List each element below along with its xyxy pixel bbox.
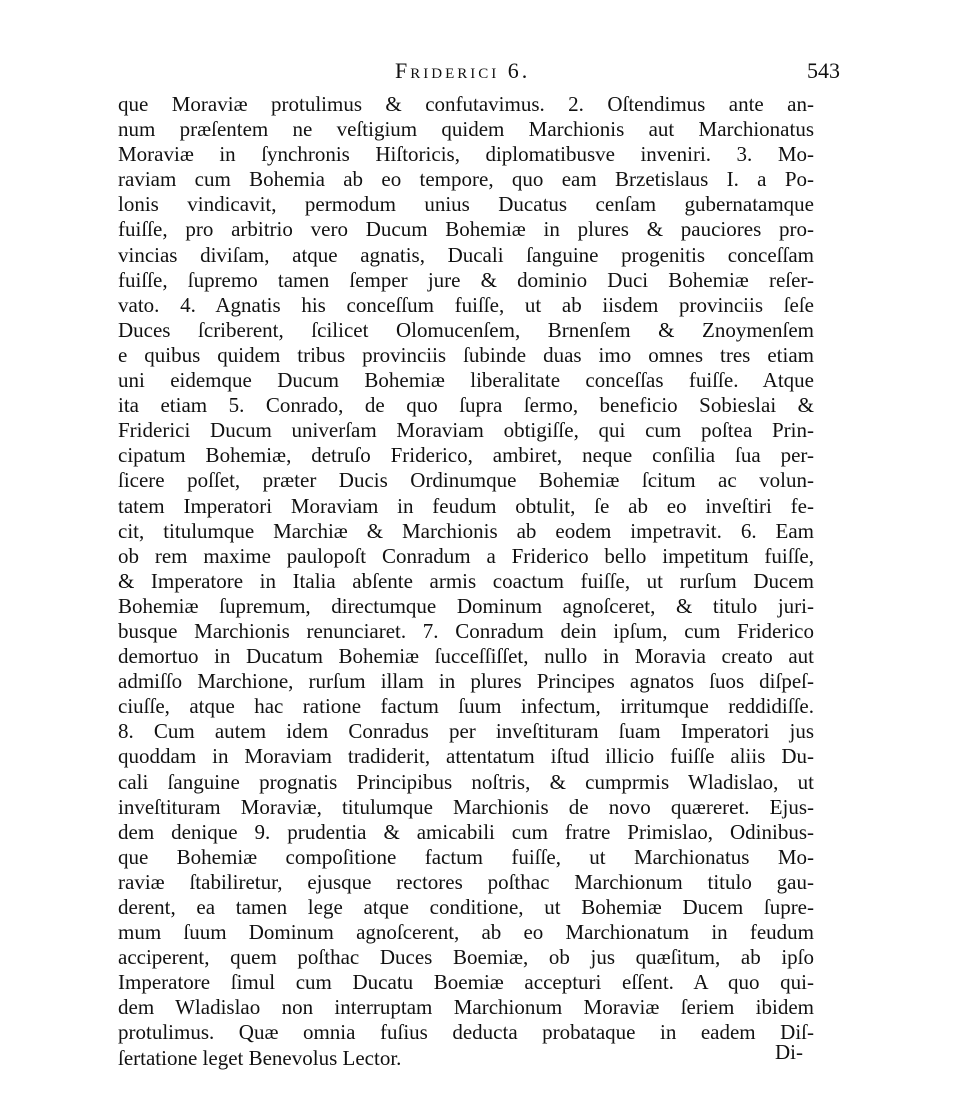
text-line: raviam cum Bohemia ab eo tempore, quo eam Brzetislaus I. a Po- [118,167,814,192]
text-line: protulimus. Quæ omnia fuſius deducta probataque in eadem Diſ- [118,1020,814,1045]
text-line: tatem Imperatori Moraviam in feudum obtulit, ſe ab eo inveſtiri fe- [118,493,814,518]
catchword: Di- [775,1040,803,1064]
text-line: fuiſſe, ſupremo tamen ſemper jure & dominio Duci Bohemiæ reſer- [118,267,814,292]
text-line: dem Wladislao non interruptam Marchionum Moraviæ ſeriem ibidem [118,995,814,1020]
text-line: Friderici Ducum univerſam Moraviam obtigiſſe, qui cum poſtea Prin- [118,418,814,443]
text-line: cit, titulumque Marchiæ & Marchionis ab eodem impetravit. 6. Eam [118,518,814,543]
text-line: Imperatore ſimul cum Ducatu Boemiæ accepturi eſſent. A quo qui- [118,970,814,995]
text-line: inveſtituram Moraviæ, titulumque Marchionis de novo quæreret. Ejus- [118,794,814,819]
text-line: ita etiam 5. Conrado, de quo ſupra ſermo, beneficio Sobieslai & [118,393,814,418]
text-line: acciperent, quem poſthac Duces Boemiæ, ob jus quæſitum, ab ipſo [118,945,814,970]
text-line: admiſſo Marchione, rurſum illam in plures Principes agnatos ſuos diſpeſ- [118,669,814,694]
text-line: ſertatione leget Benevolus Lector. [118,1045,402,1070]
text-line: derent, ea tamen lege atque conditione, ut Bohemiæ Ducem ſupre- [118,895,814,919]
text-line: quoddam in Moraviam tradiderit, attentatum iſtud illicio fuiſſe aliis Du- [118,744,814,769]
text-line: 8. Cum autem idem Conradus per inveſtituram ſuam Imperatori jus [118,719,814,744]
text-line: vincias diviſam, atque agnatis, Ducali ſanguine progenitis conceſſam [118,242,814,267]
text-line: Bohemiæ ſupremum, directumque Dominum agnoſceret, & titulo juri- [118,593,814,618]
text-line: ciuſſe, atque hac ratione factum ſuum infectum, irritumque reddidiſſe. [118,694,814,719]
running-head [0,58,960,90]
text-line: Duces ſcriberent, ſcilicet Olomucenſem, Brnenſem & Znoymenſem [118,317,814,342]
text-line: cipatum Bohemiæ, detruſo Friderico, ambiret, neque conſilia ſua per- [118,443,814,468]
text-line: cali ſanguine prognatis Principibus noſtris, & cumprmis Wladislao, ut [118,769,814,794]
text-line: raviæ ſtabiliretur, ejusque rectores poſthac Marchionum titulo gau- [118,869,814,894]
page-number: 543 [807,58,840,83]
text-line: e quibus quidem tribus provinciis ſubinde duas imo omnes tres etiam [118,342,814,367]
running-title: Friderici 6. [395,58,531,83]
text-line: busque Marchionis renunciaret. 7. Conradum dein ipſum, cum Friderico [118,618,814,643]
text-line: & Imperatore in Italia abſente armis coactum fuiſſe, ut rurſum Ducem [118,568,814,593]
text-line: demortuo in Ducatum Bohemiæ ſucceſſiſſet, nullo in Moravia creato aut [118,644,814,669]
text-line: Moraviæ in ſynchronis Hiſtoricis, diplomatibusve inveniri. 3. Mo- [118,142,814,167]
text-line: fuiſſe, pro arbitrio vero Ducum Bohemiæ in plures & pauciores pro- [118,217,814,242]
text-line: ſicere poſſet, præter Ducis Ordinumque Bohemiæ ſcitum ac volun- [118,468,814,493]
text-line: que Bohemiæ compoſitione factum fuiſſe, ut Marchionatus Mo- [118,844,814,869]
text-line: dem denique 9. prudentia & amicabili cum fratre Primislao, Odinibus- [118,819,814,844]
text-line: mum ſuum Dominum agnoſcerent, ab eo Marchionatum in feudum [118,920,814,945]
text-line: lonis vindicavit, permodum unius Ducatus cenſam gubernatamque [118,192,814,217]
text-line: vato. 4. Agnatis his conceſſum fuiſſe, ut ab iisdem provinciis ſeſe [118,292,814,317]
text-line: num præſentem ne veſtigium quidem Marchionis aut Marchionatus [118,117,814,142]
text-line: uni eidemque Ducum Bohemiæ liberalitate conceſſas fuiſſe. Atque [118,368,814,393]
body-text [118,92,814,1071]
text-line: que Moraviæ protulimus & confutavimus. 2. Oſtendimus ante an- [118,92,814,116]
text-line: ob rem maxime paulopoſt Conradum a Friderico bello impetitum fuiſſe, [118,543,814,568]
